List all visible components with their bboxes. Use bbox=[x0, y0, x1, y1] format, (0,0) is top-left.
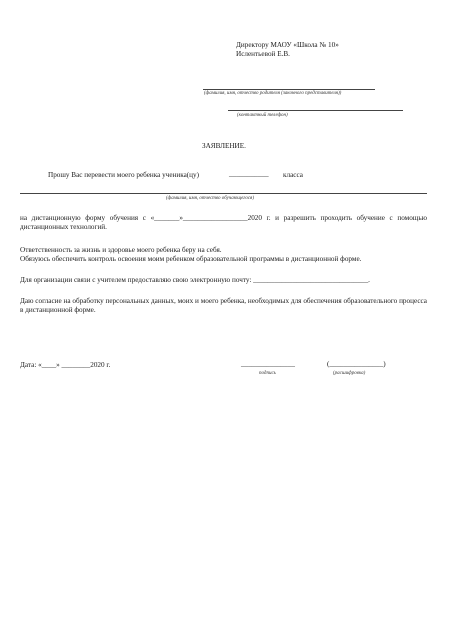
grade-blank: ___________ bbox=[229, 170, 269, 178]
date-field: Дата: «____» ________2020 г. bbox=[20, 361, 111, 369]
paragraph-consent: Даю согласие на обработку персональных данных, моих и моего ребенка, необходимых для обеспечения образовательного процесса в дистанционной форме. bbox=[20, 297, 427, 314]
student-name-caption: (фамилия, имя, отчество обучающегося) bbox=[166, 196, 255, 201]
decode-caption: (расшифровка) bbox=[333, 371, 366, 376]
phone-caption: (контактный телефон) bbox=[237, 113, 288, 118]
paragraph-responsibility: Ответственность за жизнь и здоровье моего ребенка беру на себя. bbox=[20, 246, 222, 254]
request-text: Прошу Вас перевести моего ребенка ученика(цу) bbox=[48, 171, 200, 179]
decode-blank: (_______________) bbox=[327, 360, 386, 368]
student-name-line bbox=[20, 193, 427, 194]
signature-blank: _______________ bbox=[241, 360, 295, 368]
parent-name-line bbox=[203, 89, 375, 90]
class-word: класса bbox=[283, 171, 303, 179]
paragraph-control: Обязуюсь обеспечить контроль освоения моим ребенком образовательной программы в дистанционной форме. bbox=[20, 255, 362, 263]
addressee-line-2: Ислентьевой Е.В. bbox=[236, 50, 290, 58]
paragraph-email: Для организации связи с учителем предоставляю свою электронную почту: ________________________________. bbox=[20, 276, 370, 284]
phone-line bbox=[228, 110, 403, 111]
paragraph-distance-form: на дистанционную форму обучения с «_______»__________________2020 г. и разрешить проходить обучение с помощью дистанционных технологий. bbox=[20, 214, 427, 231]
document-title: ЗАЯВЛЕНИЕ. bbox=[202, 142, 246, 150]
parent-name-caption: (фамилия, имя, отчество родителя (законного представителя)) bbox=[204, 91, 342, 96]
signature-caption: подпись bbox=[259, 371, 276, 376]
addressee-line-1: Директору МАОУ «Школа № 10» bbox=[236, 41, 339, 49]
